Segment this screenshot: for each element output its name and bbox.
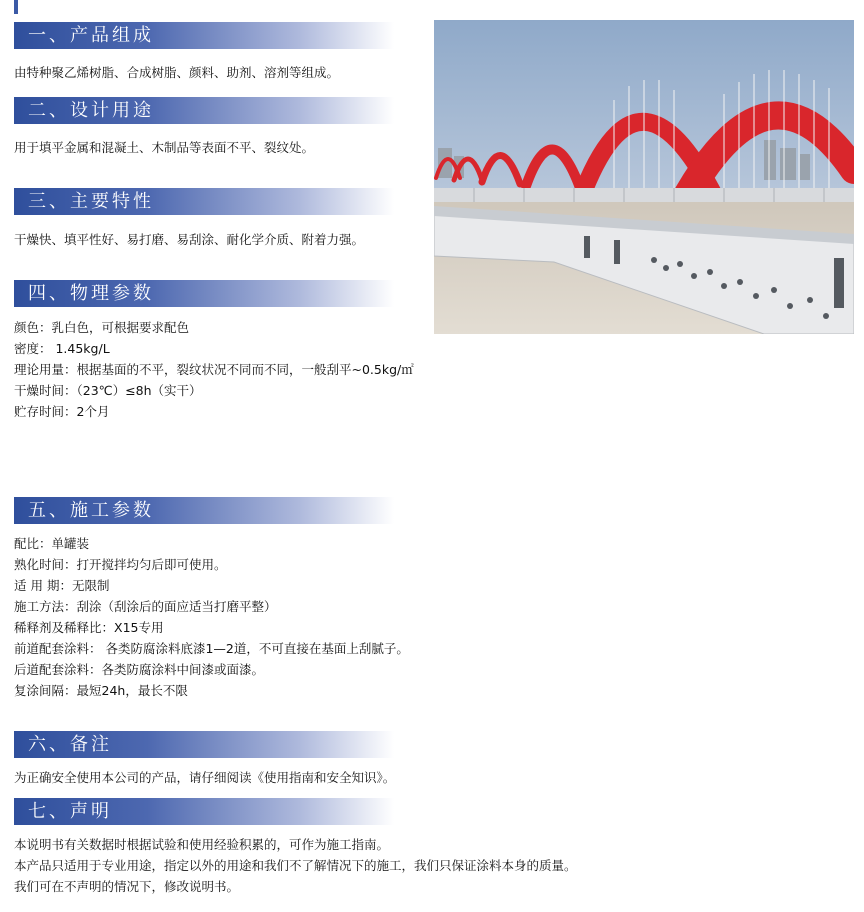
app-method: 施工方法：刮涂（刮涂后的面应适当打磨平整） xyxy=(14,599,277,614)
app-ratio: 配比：单罐装 xyxy=(14,536,90,551)
section-7-line-1: 本说明书有关数据时根据试验和使用经验积累的，可作为施工指南。 xyxy=(14,837,390,852)
section-7-line-3: 我们可在不声明的情况下，修改说明书。 xyxy=(14,879,240,894)
far-railing xyxy=(434,188,854,202)
app-next-coat: 后道配套涂料：各类防腐涂料中间漆或面漆。 xyxy=(14,662,265,677)
section-2-line: 用于填平金属和混凝土、木制品等表面不平、裂纹处。 xyxy=(14,140,315,155)
app-previous-coat: 前道配套涂料： 各类防腐涂料底漆1—2道，不可直接在基面上刮腻子。 xyxy=(14,641,409,656)
section-7-banner: 七、声明 xyxy=(14,798,394,825)
section-5-banner: 五、施工参数 xyxy=(14,497,394,524)
app-pot-life: 适 用 期：无限制 xyxy=(14,578,110,593)
section-1-banner: 一、产品组成 xyxy=(14,22,394,49)
section-1-line: 由特种聚乙烯树脂、合成树脂、颜料、助剂、溶剂等组成。 xyxy=(14,65,340,80)
param-density: 密度： 1.45kg/L xyxy=(14,341,110,356)
section-6-line: 为正确安全使用本公司的产品，请仔细阅读《使用指南和安全知识》。 xyxy=(14,770,396,785)
top-accent-bar xyxy=(14,0,18,14)
section-3-banner: 三、主要特性 xyxy=(14,188,394,215)
app-thinner: 稀释剂及稀释比：X15专用 xyxy=(14,620,164,635)
section-2-banner: 二、设计用途 xyxy=(14,97,394,124)
param-coverage: 理论用量：根据基面的不平，裂纹状况不同而不同，一般刮平~0.5kg/㎡ xyxy=(14,362,414,377)
param-drying-time: 干燥时间：（23℃）≤8h（实干） xyxy=(14,383,202,398)
param-storage-time: 贮存时间：2个月 xyxy=(14,404,110,419)
section-4-banner: 四、物理参数 xyxy=(14,280,394,307)
app-recoat-interval: 复涂间隔：最短24h，最长不限 xyxy=(14,683,188,698)
section-6-banner: 六、备注 xyxy=(14,731,394,758)
app-induction-time: 熟化时间：打开搅拌均匀后即可使用。 xyxy=(14,557,227,572)
param-color: 颜色：乳白色，可根据要求配色 xyxy=(14,320,190,335)
section-7-line-2: 本产品只适用于专业用途，指定以外的用途和我们不了解情况下的施工，我们只保证涂料本身的质量。 xyxy=(14,858,577,873)
bridge-photo xyxy=(434,20,854,334)
section-3-line: 干燥快、填平性好、易打磨、易刮涂、耐化学介质、附着力强。 xyxy=(14,232,365,247)
